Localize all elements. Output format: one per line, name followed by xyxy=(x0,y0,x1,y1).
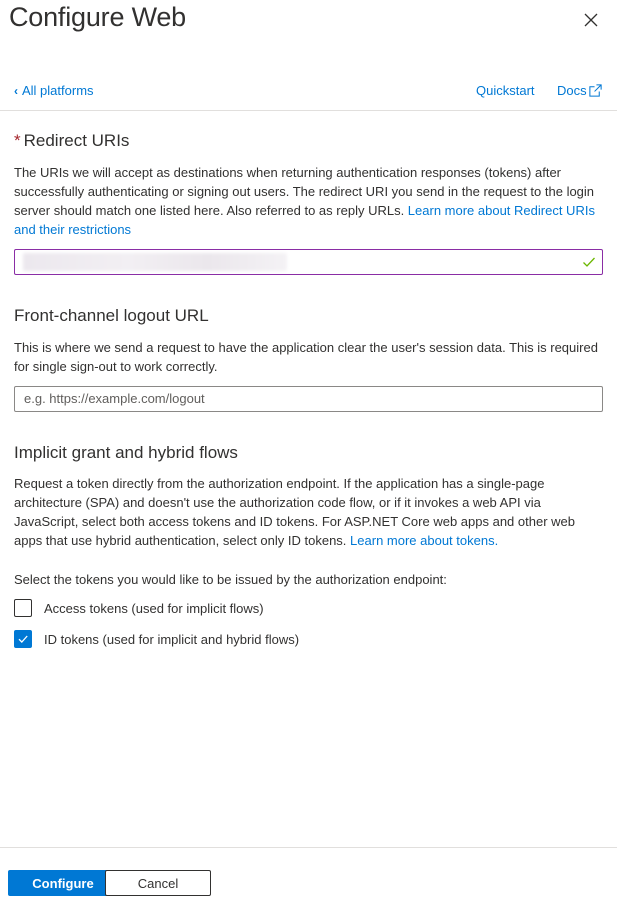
access-tokens-label: Access tokens (used for implicit flows) xyxy=(44,600,264,616)
checkbox-checked[interactable] xyxy=(14,630,32,648)
all-platforms-link[interactable] xyxy=(14,83,94,98)
access-tokens-checkbox[interactable] xyxy=(14,599,264,617)
logout-url-description: This is where we send a request to have the application clear the user's session data. This is required for single sign-out to work correctly. xyxy=(14,340,598,374)
id-tokens-checkbox[interactable] xyxy=(14,630,299,648)
logout-url-heading: Front-channel logout URL xyxy=(14,306,209,325)
redirect-description-text: The URIs we will accept as destinations when returning authentication responses (tokens) after successfully authenticating or signing out users. The redirect URI you send in the request to the login server should match one listed here. Also referred to as reply URLs. xyxy=(14,165,595,218)
quickstart-link[interactable]: Quickstart xyxy=(476,83,535,98)
footer-divider xyxy=(0,847,617,848)
chevron-left-icon: ‹ xyxy=(14,83,18,98)
docs-link[interactable] xyxy=(557,83,603,98)
cancel-button[interactable]: Cancel xyxy=(105,870,211,896)
divider xyxy=(0,110,617,111)
implicit-description-text: Request a token directly from the authorization endpoint. If the application has a single-page architecture (SPA) and doesn't use the authorization code flow, or if it invokes a web API via JavaScript, select both access tokens and ID tokens. For ASP.NET Core web apps and other web apps that use hybrid authentication, select only ID tokens. xyxy=(14,476,575,548)
logout-url-placeholder: e.g. https://example.com/logout xyxy=(24,391,205,406)
learn-more-tokens-link[interactable]: Learn more about tokens. xyxy=(350,533,499,548)
learn-more-redirect-link[interactable]: Learn more about Redirect URIs and their restrictions xyxy=(14,203,595,237)
implicit-grant-heading: Implicit grant and hybrid flows xyxy=(14,443,238,462)
redacted-uri-value xyxy=(23,253,287,271)
redirect-uris-description xyxy=(14,163,606,239)
close-icon xyxy=(580,9,602,31)
required-marker: * xyxy=(14,131,21,150)
logout-url-input[interactable] xyxy=(14,386,603,412)
checkbox-unchecked[interactable] xyxy=(14,599,32,617)
implicit-grant-description xyxy=(14,474,606,550)
checkmark-icon xyxy=(582,255,596,269)
redirect-uris-heading xyxy=(14,131,129,151)
docs-label: Docs xyxy=(557,83,587,98)
page-title: Configure Web xyxy=(9,2,187,32)
checkmark-icon xyxy=(17,633,29,645)
id-tokens-label: ID tokens (used for implicit and hybrid flows) xyxy=(44,631,300,647)
redirect-uri-input[interactable] xyxy=(14,249,603,275)
token-select-prompt: Select the tokens you would like to be issued by the authorization endpoint: xyxy=(14,572,447,587)
external-link-icon xyxy=(588,83,603,98)
configure-button[interactable]: Configure xyxy=(8,870,118,896)
redirect-uris-heading-text: Redirect URIs xyxy=(23,131,130,150)
panel-nav xyxy=(0,80,617,102)
all-platforms-label: All platforms xyxy=(22,83,94,98)
close-button[interactable] xyxy=(580,9,602,31)
